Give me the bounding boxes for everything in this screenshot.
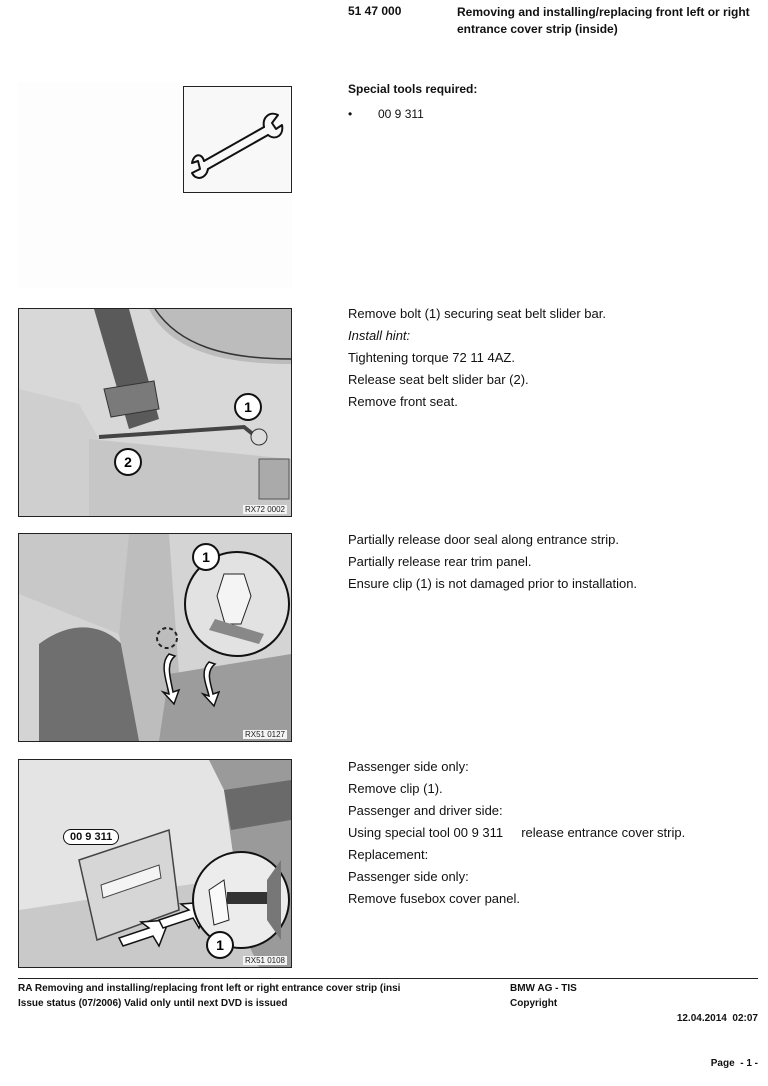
bullet: • [348, 107, 353, 121]
footer-right [640, 981, 758, 1086]
instruction-line: Passenger and driver side: [348, 803, 503, 818]
footer-issue-status: Issue status (07/2006) Valid only until next DVD is issued [18, 998, 288, 1009]
figure-label: RX51 0127 [244, 730, 285, 739]
install-hint-label: Install hint: [348, 328, 411, 343]
instruction-line: Passenger side only: [348, 759, 469, 774]
instructions-section-2 [348, 529, 637, 595]
footer-date: 12.04.2014 02:07 [676, 1013, 758, 1024]
footer-copyright: Copyright [510, 998, 558, 1009]
instruction-line: Replacement: [348, 847, 429, 862]
instruction-line: Using special tool 00 9 311 release entrance cover strip. [348, 825, 686, 840]
wrench-icon [184, 87, 291, 192]
figure-special-tool-entrance-strip [18, 759, 292, 968]
instruction-line: Tightening torque 72 11 4AZ. [348, 350, 515, 365]
callout-number: 2 [124, 454, 132, 470]
special-tool-tag: 00 9 311 [63, 829, 119, 845]
instruction-line: Partially release rear trim panel. [348, 554, 532, 569]
footer-left [18, 981, 488, 1011]
figure-seat-belt-slider-bar [18, 308, 292, 517]
figure-label: RX51 0108 [244, 956, 285, 965]
instruction-line: Remove bolt (1) securing seat belt slider bar. [348, 306, 606, 321]
instruction-line: Release seat belt slider bar (2). [348, 372, 529, 387]
footer-page-number: Page - 1 - [710, 1058, 758, 1069]
instruction-line: Remove fusebox cover panel. [348, 891, 520, 906]
footer-center [510, 981, 577, 1011]
footer-publisher: BMW AG - TIS [510, 983, 577, 994]
instruction-line: Ensure clip (1) is not damaged prior to installation. [348, 576, 638, 591]
instructions-section-3 [348, 756, 685, 910]
callout-1 [233, 392, 263, 422]
document-title: Removing and installing/replacing front left or right entrance cover strip (inside) [457, 5, 750, 36]
instruction-line: Remove clip (1). [348, 781, 443, 796]
callout-number: 1 [202, 549, 210, 565]
special-tool-item [348, 107, 424, 121]
wrench-tool-figure [183, 86, 292, 193]
figure-door-seal-clip [18, 533, 292, 742]
callout-number: 1 [244, 399, 252, 415]
callout-number: 1 [216, 937, 224, 953]
special-tools-heading: Special tools required: [348, 82, 478, 96]
footer-document-title: RA Removing and installing/replacing front left or right entrance cover strip (insi [18, 983, 401, 994]
callout-1 [205, 930, 235, 960]
footer-divider [18, 978, 758, 979]
figure-label: RX72 0002 [244, 505, 285, 514]
document-code: 51 47 000 [348, 4, 402, 18]
instructions-section-1 [348, 303, 606, 413]
callout-2 [113, 447, 143, 477]
instruction-line: Partially release door seal along entrance strip. [348, 532, 619, 547]
special-tool-number: 00 9 311 [378, 107, 424, 121]
callout-1 [191, 542, 221, 572]
instruction-line: Passenger side only: [348, 869, 469, 884]
instruction-line: Remove front seat. [348, 394, 458, 409]
